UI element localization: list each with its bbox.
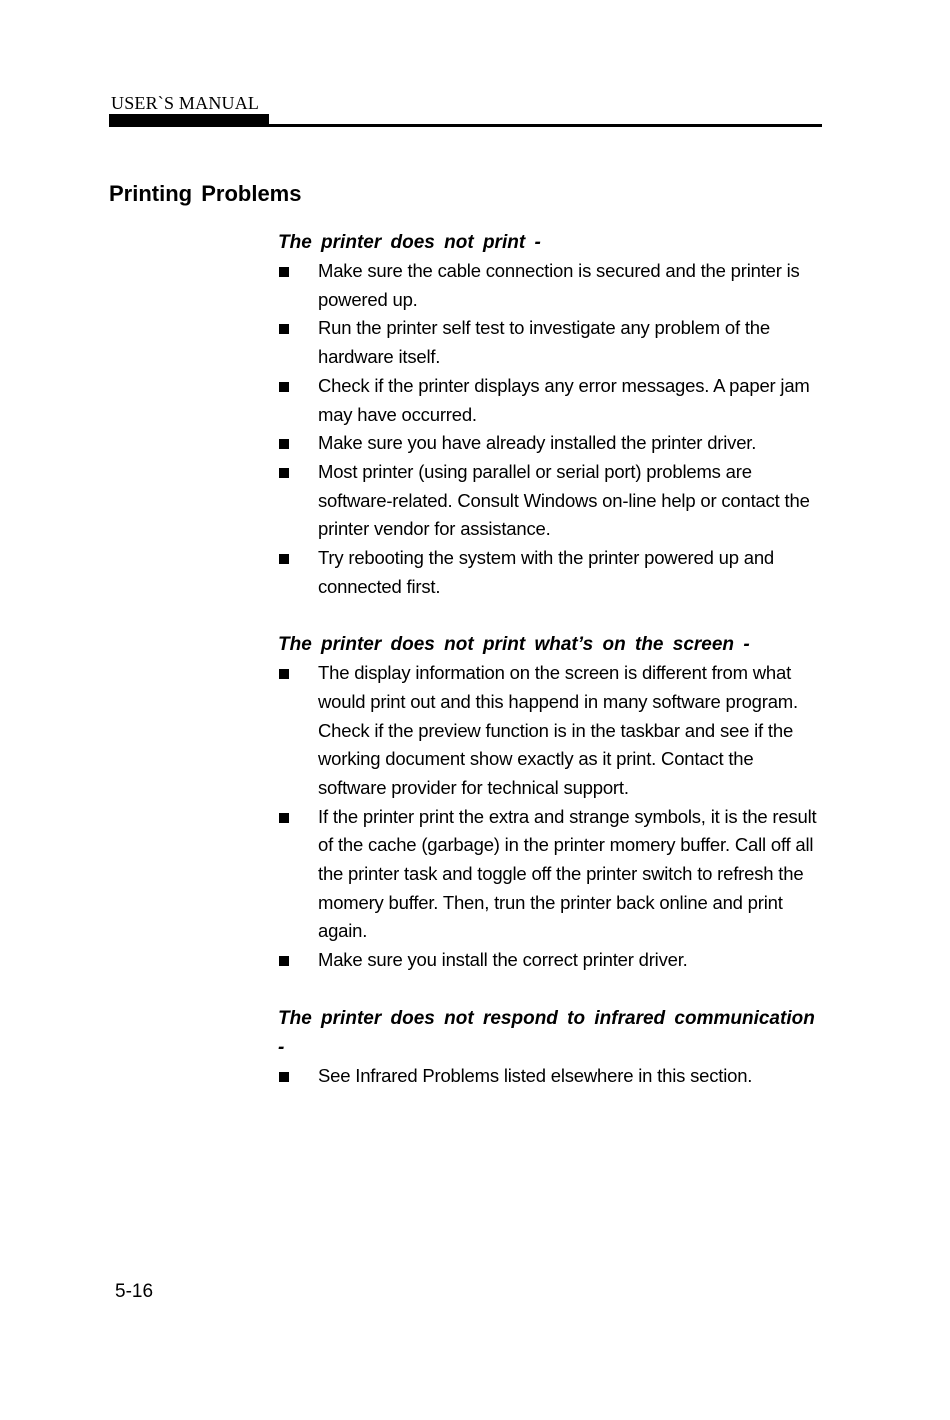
list-item-text: Check if the printer displays any error messages. A paper jam may have occurred. [318,374,810,425]
list-item [278,257,818,314]
running-header: USER`S MANUAL [111,93,260,113]
list-item [278,946,818,975]
solution-list-not-print [278,257,818,601]
square-bullet-icon [279,956,289,966]
square-bullet-icon [279,1072,289,1082]
square-bullet-icon [279,554,289,564]
list-item-text: Run the printer self test to investigate any problem of the hardware itself. [318,317,770,368]
list-item [278,458,818,544]
square-bullet-icon [279,813,289,823]
square-bullet-icon [279,267,289,277]
section-content [278,228,818,1090]
square-bullet-icon [279,324,289,334]
square-bullet-icon [279,669,289,679]
list-item [278,544,818,601]
square-bullet-icon [279,439,289,449]
group-spacer [278,975,818,1004]
list-item [278,659,818,803]
list-item-text: Make sure you have already installed the printer driver. [318,432,757,454]
list-item [278,429,818,458]
list-item-text: The display information on the screen is different from what would print out and this happend in many software program. Check if the preview function is in the taskbar and see if the working document show exactly as it print. Contact the software provider for technical support. [318,662,798,798]
list-item-text: See Infrared Problems listed elsewhere in this section. [318,1064,753,1086]
header-rule-thin [109,124,822,127]
group-spacer [278,601,818,630]
list-item-text: If the printer print the extra and strange symbols, it is the result of the cache (garbage) in the printer momery buffer. Call off all the printer task and toggle off the printer switch to refresh the momery buffer. Then, trun the printer back online and print again. [318,805,817,942]
list-item-text: Try rebooting the system with the printer powered up and connected first. [318,547,774,597]
problem-heading-screen-mismatch: The printer does not print what’s on the screen - [278,634,750,656]
list-item [278,314,818,371]
problem-heading-not-print: The printer does not print - [278,232,541,253]
list-item-text: Make sure the cable connection is secured and the printer is powered up. [318,260,800,310]
list-item-text: Most printer (using parallel or serial port) problems are software-related. Consult Windows on-line help or contact the printer vendor for assistance. [318,460,810,540]
list-item-text: Make sure you install the correct printer driver. [318,949,688,971]
list-item [278,372,818,429]
solution-list-infrared [278,1062,818,1091]
section-title: Printing Problems [109,181,302,206]
problem-heading-infrared: The printer does not respond to infrared communication - [278,1007,815,1058]
list-item [278,803,818,947]
square-bullet-icon [279,382,289,392]
list-item [278,1062,818,1091]
solution-list-screen-mismatch [278,659,818,975]
square-bullet-icon [279,468,289,478]
page-number: 5-16 [115,1281,154,1302]
